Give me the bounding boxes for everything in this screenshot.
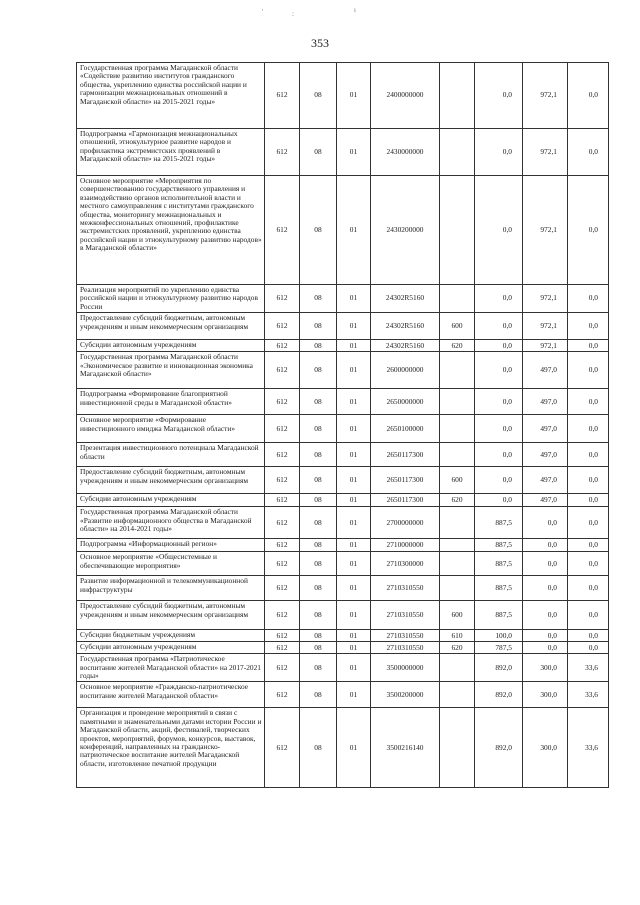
amount-year-3: 0,0 [568,352,609,389]
table-row [77,576,609,601]
amount-year-3: 0,0 [568,630,609,642]
ministry-code: 612 [265,467,300,494]
expense-type-code: 600 [440,313,475,340]
amount-year-1: 887,5 [475,539,523,552]
amount-year-3: 0,0 [568,313,609,340]
table-row [77,285,609,313]
section-code: 08 [300,415,337,443]
table-row [77,630,609,642]
row-name: Организация и проведение мероприятий в связи с памятными и знаменательными датами истории России и Магаданской области, акций, фестивалей, творческих проектов, мероприятий, форумов, конкурсов, выставок, конференций, направленных на гражданско-патриотическое воспитание жителей Магаданской области, изготовление печатной продукции [77,708,265,788]
section-code: 08 [300,340,337,352]
expense-type-code [440,654,475,682]
amount-year-2: 0,0 [523,552,568,576]
subsection-code: 01 [337,494,371,507]
amount-year-1: 892,0 [475,708,523,788]
amount-year-2: 0,0 [523,601,568,630]
amount-year-2: 497,0 [523,415,568,443]
scan-mark: ι [354,6,356,14]
amount-year-2: 0,0 [523,507,568,539]
target-item-code: 2430000000 [371,129,440,176]
target-item-code: 24302R5160 [371,313,440,340]
amount-year-1: 0,0 [475,285,523,313]
table-row [77,601,609,630]
section-code: 08 [300,539,337,552]
expense-type-code [440,708,475,788]
target-item-code: 2650117300 [371,467,440,494]
amount-year-1: 0,0 [475,494,523,507]
section-code: 08 [300,507,337,539]
ministry-code: 612 [265,443,300,467]
target-item-code: 3500216140 [371,708,440,788]
amount-year-2: 972,1 [523,313,568,340]
table-row [77,654,609,682]
scan-mark: ' [262,8,264,16]
section-code: 08 [300,443,337,467]
amount-year-2: 497,0 [523,467,568,494]
subsection-code: 01 [337,601,371,630]
ministry-code: 612 [265,601,300,630]
amount-year-3: 0,0 [568,443,609,467]
expense-type-code: 600 [440,601,475,630]
table-row [77,129,609,176]
expense-type-code [440,129,475,176]
amount-year-3: 0,0 [568,389,609,415]
section-code: 08 [300,313,337,340]
table-row [77,494,609,507]
amount-year-1: 0,0 [475,352,523,389]
amount-year-2: 972,1 [523,340,568,352]
amount-year-1: 0,0 [475,389,523,415]
subsection-code: 01 [337,285,371,313]
ministry-code: 612 [265,642,300,654]
target-item-code: 2650117300 [371,494,440,507]
amount-year-2: 300,0 [523,708,568,788]
amount-year-1: 0,0 [475,443,523,467]
table-row [77,340,609,352]
amount-year-2: 300,0 [523,682,568,708]
expense-type-code [440,285,475,313]
table-row [77,467,609,494]
target-item-code: 2710300000 [371,552,440,576]
section-code: 08 [300,467,337,494]
row-name: Подпрограмма «Гармонизация межнациональных отношений, этнокультурное развитие народов и профилактика экстремистских проявлений в Магаданской области» на 2015-2021 годы» [77,129,265,176]
section-code: 08 [300,708,337,788]
ministry-code: 612 [265,176,300,285]
ministry-code: 612 [265,682,300,708]
ministry-code: 612 [265,352,300,389]
row-name: Презентация инвестиционного потенциала Магаданской области [77,443,265,467]
table-row [77,507,609,539]
expense-type-code: 600 [440,467,475,494]
amount-year-2: 300,0 [523,654,568,682]
budget-table [76,62,609,788]
amount-year-3: 0,0 [568,467,609,494]
row-name: Основное мероприятие «Мероприятия по совершенствованию государственного управления и взаимодействию органов исполнительной власти и местного самоуправления с институтами гражданского общества, мониторингу межнациональных и межконфессиональных отношений, профилактике экстремистских проявлений, укреплению единства российской нации и этнокультурному развитию народов» в Магаданской области» [77,176,265,285]
ministry-code: 612 [265,654,300,682]
ministry-code: 612 [265,389,300,415]
subsection-code: 01 [337,539,371,552]
subsection-code: 01 [337,389,371,415]
amount-year-3: 0,0 [568,340,609,352]
row-name: Предоставление субсидий бюджетным, автономным учреждениям и иным некоммерческим организациям [77,313,265,340]
section-code: 08 [300,129,337,176]
section-code: 08 [300,494,337,507]
amount-year-2: 972,1 [523,176,568,285]
expense-type-code: 610 [440,630,475,642]
subsection-code: 01 [337,630,371,642]
amount-year-2: 0,0 [523,576,568,601]
target-item-code: 3500000000 [371,654,440,682]
amount-year-1: 0,0 [475,63,523,129]
expense-type-code: 620 [440,340,475,352]
ministry-code: 612 [265,340,300,352]
table-row [77,682,609,708]
section-code: 08 [300,682,337,708]
amount-year-1: 0,0 [475,129,523,176]
section-code: 08 [300,63,337,129]
amount-year-2: 972,1 [523,63,568,129]
amount-year-2: 972,1 [523,285,568,313]
amount-year-3: 0,0 [568,576,609,601]
subsection-code: 01 [337,313,371,340]
section-code: 08 [300,389,337,415]
ministry-code: 612 [265,539,300,552]
ministry-code: 612 [265,576,300,601]
expense-type-code [440,539,475,552]
amount-year-1: 887,5 [475,601,523,630]
row-name: Государственная программа Магаданской области «Развитие информационного общества в Магаданской области» на 2014-2021 годы» [77,507,265,539]
row-name: Предоставление субсидий бюджетным, автономным учреждениям и иным некоммерческим организациям [77,601,265,630]
table-row [77,415,609,443]
row-name: Государственная программа Магаданской области «Экономическое развитие и инновационная экономика Магаданской области» [77,352,265,389]
table-row [77,313,609,340]
row-name: Государственная программа «Патриотическое воспитание жителей Магаданской области» на 2017-2021 годы» [77,654,265,682]
ministry-code: 612 [265,285,300,313]
row-name: Субсидии бюджетным учреждениям [77,630,265,642]
amount-year-3: 0,0 [568,552,609,576]
subsection-code: 01 [337,129,371,176]
row-name: Реализация мероприятий по укреплению единства российской нации и этнокультурному развитию народов России [77,285,265,313]
subsection-code: 01 [337,467,371,494]
section-code: 08 [300,654,337,682]
subsection-code: 01 [337,352,371,389]
table-row [77,708,609,788]
target-item-code: 2710000000 [371,539,440,552]
subsection-code: 01 [337,654,371,682]
table-row [77,539,609,552]
amount-year-2: 972,1 [523,129,568,176]
subsection-code: 01 [337,340,371,352]
expense-type-code [440,176,475,285]
ministry-code: 612 [265,415,300,443]
amount-year-3: 0,0 [568,285,609,313]
section-code: 08 [300,576,337,601]
subsection-code: 01 [337,415,371,443]
expense-type-code [440,443,475,467]
amount-year-2: 0,0 [523,642,568,654]
ministry-code: 612 [265,494,300,507]
amount-year-1: 0,0 [475,415,523,443]
ministry-code: 612 [265,708,300,788]
target-item-code: 2600000000 [371,352,440,389]
subsection-code: 01 [337,682,371,708]
page-number: 353 [311,36,329,50]
ministry-code: 612 [265,552,300,576]
amount-year-3: 0,0 [568,601,609,630]
table-row [77,63,609,129]
table-row [77,552,609,576]
amount-year-2: 497,0 [523,443,568,467]
amount-year-3: 33,6 [568,682,609,708]
target-item-code: 3500200000 [371,682,440,708]
amount-year-1: 892,0 [475,682,523,708]
amount-year-3: 0,0 [568,642,609,654]
row-name: Государственная программа Магаданской области «Содействие развитию институтов гражданского общества, укреплению единства российской нации и гармонизации межнациональных отношений в Магаданской области» на 2015-2021 годы» [77,63,265,129]
expense-type-code [440,552,475,576]
target-item-code: 2700000000 [371,507,440,539]
expense-type-code [440,352,475,389]
target-item-code: 24302R5160 [371,340,440,352]
subsection-code: 01 [337,507,371,539]
row-name: Развитие информационной и телекоммуникационной инфраструктуры [77,576,265,601]
table-row [77,642,609,654]
amount-year-1: 887,5 [475,576,523,601]
amount-year-1: 0,0 [475,467,523,494]
section-code: 08 [300,642,337,654]
target-item-code: 2710310550 [371,630,440,642]
expense-type-code: 620 [440,494,475,507]
amount-year-3: 0,0 [568,539,609,552]
expense-type-code [440,415,475,443]
section-code: 08 [300,285,337,313]
row-name: Субсидии автономным учреждениям [77,642,265,654]
amount-year-3: 0,0 [568,494,609,507]
target-item-code: 2650000000 [371,389,440,415]
ministry-code: 612 [265,313,300,340]
expense-type-code: 620 [440,642,475,654]
section-code: 08 [300,352,337,389]
section-code: 08 [300,176,337,285]
amount-year-3: 33,6 [568,654,609,682]
row-name: Предоставление субсидий бюджетным, автономным учреждениям и иным некоммерческим организациям [77,467,265,494]
expense-type-code [440,389,475,415]
row-name: Основное мероприятие «Общесистемные и обеспечивающие мероприятия» [77,552,265,576]
table-row [77,176,609,285]
amount-year-1: 0,0 [475,313,523,340]
target-item-code: 2710310550 [371,642,440,654]
amount-year-3: 0,0 [568,129,609,176]
amount-year-2: 497,0 [523,352,568,389]
table-row [77,352,609,389]
scan-mark: : [292,10,294,18]
subsection-code: 01 [337,552,371,576]
amount-year-3: 0,0 [568,176,609,285]
ministry-code: 612 [265,129,300,176]
amount-year-3: 33,6 [568,708,609,788]
amount-year-2: 497,0 [523,494,568,507]
expense-type-code [440,682,475,708]
ministry-code: 612 [265,507,300,539]
row-name: Подпрограмма «Формирование благоприятной инвестиционной среды в Магаданской области» [77,389,265,415]
table-row [77,443,609,467]
row-name: Основное мероприятие «Гражданско-патриотическое воспитание жителей Магаданской области» [77,682,265,708]
amount-year-1: 0,0 [475,340,523,352]
row-name: Подпрограмма «Информационный регион» [77,539,265,552]
amount-year-3: 0,0 [568,507,609,539]
amount-year-3: 0,0 [568,415,609,443]
amount-year-1: 787,5 [475,642,523,654]
expense-type-code [440,63,475,129]
amount-year-2: 497,0 [523,389,568,415]
target-item-code: 2710310550 [371,601,440,630]
row-name: Основное мероприятие «Формирование инвестиционного имиджа Магаданской области» [77,415,265,443]
amount-year-1: 887,5 [475,507,523,539]
section-code: 08 [300,552,337,576]
amount-year-3: 0,0 [568,63,609,129]
table-row [77,389,609,415]
ministry-code: 612 [265,630,300,642]
subsection-code: 01 [337,63,371,129]
row-name: Субсидии автономным учреждениям [77,340,265,352]
subsection-code: 01 [337,708,371,788]
subsection-code: 01 [337,443,371,467]
amount-year-2: 0,0 [523,630,568,642]
target-item-code: 2430200000 [371,176,440,285]
amount-year-1: 887,5 [475,552,523,576]
subsection-code: 01 [337,176,371,285]
expense-type-code [440,507,475,539]
target-item-code: 2400000000 [371,63,440,129]
expense-type-code [440,576,475,601]
amount-year-1: 892,0 [475,654,523,682]
section-code: 08 [300,601,337,630]
amount-year-2: 0,0 [523,539,568,552]
target-item-code: 2650100000 [371,415,440,443]
target-item-code: 2650117300 [371,443,440,467]
amount-year-1: 0,0 [475,176,523,285]
section-code: 08 [300,630,337,642]
amount-year-1: 100,0 [475,630,523,642]
subsection-code: 01 [337,576,371,601]
ministry-code: 612 [265,63,300,129]
target-item-code: 2710310550 [371,576,440,601]
row-name: Субсидии автономным учреждениям [77,494,265,507]
subsection-code: 01 [337,642,371,654]
target-item-code: 24302R5160 [371,285,440,313]
